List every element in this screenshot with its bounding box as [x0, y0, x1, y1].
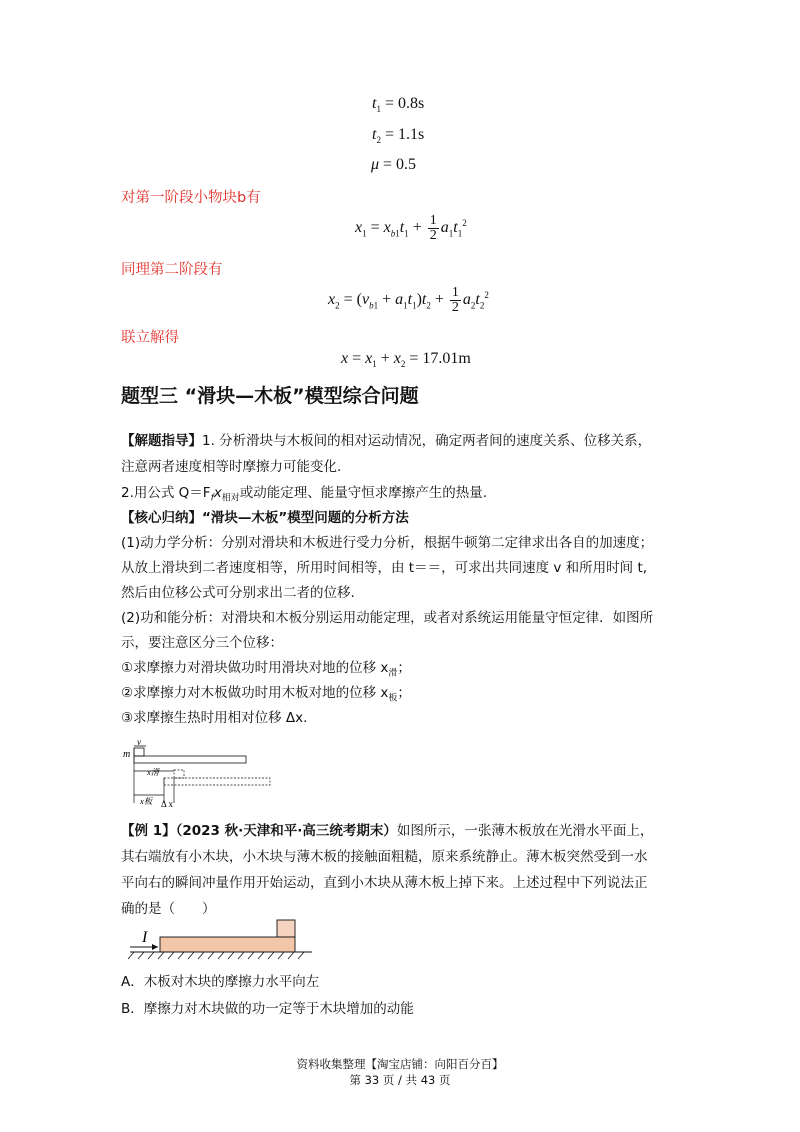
- option-b: B．摩擦力对木块做的功一定等于木块增加的动能: [121, 1001, 414, 1017]
- core-p8: ③求摩擦生热时用相对位移 Δx.: [121, 710, 308, 726]
- board: [134, 756, 246, 763]
- core-p4: (2)功和能分析：对滑块和木板分别运用动能定理，或者对系统运用能量守恒定律．如图所: [121, 610, 654, 626]
- core-p7: ②求摩擦力对木板做功时用木板对地的位移 $x_板$；: [121, 685, 411, 704]
- core-label: 【核心归纳】“滑块—木板”模型问题的分析方法: [121, 510, 409, 526]
- example-line2: 其右端放有小木块，小木块与薄木板的接触面粗糙，原来系统静止。薄木板突然受到一水: [121, 849, 648, 865]
- board-block-diagram: [120, 912, 320, 974]
- example-line4: 确的是（ ）: [121, 901, 216, 917]
- x-slide-label: x滑: [147, 767, 160, 777]
- core-p6: ①求摩擦力对滑块做功时用滑块对地的位移 $x_滑$；: [121, 660, 411, 679]
- core-p2: 从放上滑块到二者速度相等，所用时间相等，由 t＝＝，可求出共同速度 v 和所用时间 t,: [121, 560, 648, 576]
- x-board-label: x板: [140, 796, 153, 806]
- slider-block-moved: [174, 770, 184, 778]
- dx-label: Δ x: [161, 799, 174, 809]
- thin-board: [160, 937, 295, 952]
- page-number: 第 33 页 / 共 43 页: [349, 1073, 451, 1087]
- equation-t1: $t_1 = 0.8s$: [372, 95, 425, 115]
- footer-source: 资料收集整理【淘宝店铺：向阳百分百】: [296, 1057, 504, 1071]
- equation-x-total: $x = x_1 + x_2 = 17.01m$: [341, 350, 471, 370]
- stage2-label: 同理第二阶段有: [121, 262, 223, 278]
- mass-label: m: [123, 749, 131, 760]
- example-line3: 平向右的瞬间冲量作用开始运动，直到小木块从薄木板上掉下来。上述过程中下列说法正: [121, 875, 648, 891]
- option-a: A．木板对木块的摩擦力水平向左: [121, 974, 320, 990]
- slider-block: [134, 748, 144, 756]
- equation-mu: μ = 0.5: [371, 156, 417, 173]
- solve-label: 联立解得: [121, 330, 179, 346]
- guide-line1: 【解题指导】1. 分析滑块与木板间的相对运动情况，确定两者间的速度关系、位移关系，: [121, 433, 652, 449]
- displacement-diagram: [120, 735, 280, 813]
- equation-x1: $x_1 = x_{b1}t_1$ + $\frac{1}{2}$ $a_1t_1^2$: [355, 213, 467, 243]
- core-p5: 示，要注意区分三个位移：: [121, 635, 283, 651]
- impulse-label: I: [142, 929, 148, 946]
- example-line1: 【例 1】（2023 秋·天津和平·高三统考期末）如图所示，一张薄木板放在光滑水平面上，: [121, 823, 654, 839]
- stage1-label: 对第一阶段小物块b有: [121, 190, 261, 206]
- equation-x2: $x_2 = (v_{b1} + a_1t_1)t_2$ + $\frac{1}{2}$ $a_2t_2^2$: [328, 285, 489, 315]
- guide-line3: 2.用公式 $Q=F_fx_{相对}$或动能定理、能量守恒求摩擦产生的热量.: [121, 485, 488, 504]
- small-block: [277, 920, 295, 937]
- velocity-label: v: [137, 737, 141, 747]
- guide-line2: 注意两者速度相等时摩擦力可能变化.: [121, 459, 342, 475]
- core-p1: (1)动力学分析：分别对滑块和木板进行受力分析，根据牛顿第二定律求出各自的加速度；: [121, 535, 654, 551]
- board-moved: [164, 778, 270, 785]
- core-p3: 然后由位移公式可分别求出二者的位移.: [121, 585, 355, 601]
- section-title: 题型三 “滑块—木板”模型综合问题: [121, 385, 419, 407]
- equation-t2: $t_2 = 1.1s$: [372, 126, 425, 146]
